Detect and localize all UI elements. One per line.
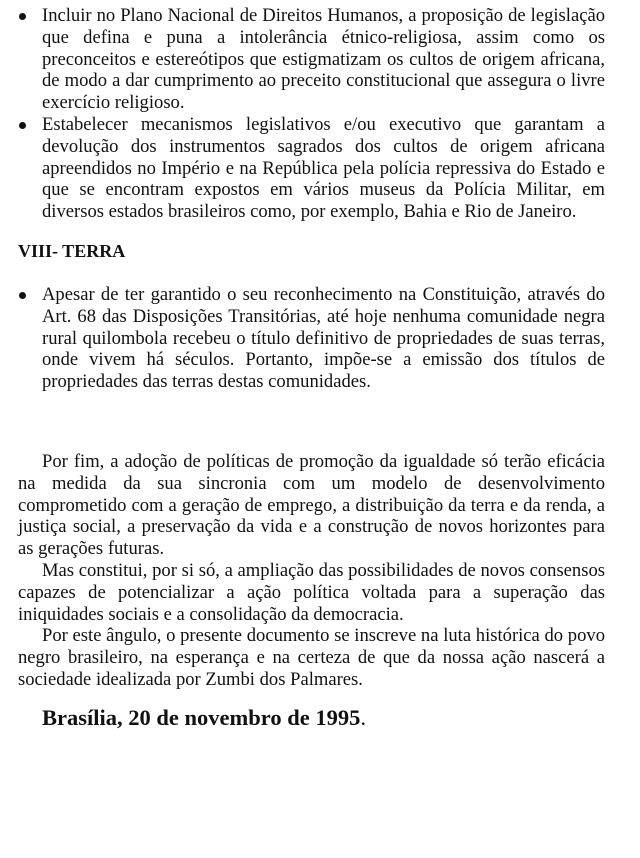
- list-item-text: Apesar de ter garantido o seu reconhecimento na Constituição, através do Art. 68 das Disposições Transitórias, até hoje nenhuma comunidade negra rural quilombola recebeu o título definitivo de propriedades de suas terras, onde vivem há séculos. Portanto, impõe-se a emissão dos títulos de propriedades das terras destas comunidades.: [42, 284, 605, 393]
- bullet-icon: [19, 13, 26, 20]
- signature-place-date: Brasília, 20 de novembro de 1995: [42, 705, 361, 730]
- bullet-icon: [19, 292, 26, 299]
- bullet-icon: [19, 122, 26, 129]
- signature-line: [42, 704, 366, 732]
- list-item: [0, 284, 640, 393]
- list-item: [0, 5, 640, 114]
- list-item-text: Estabelecer mecanismos legislativos e/ou executivo que garantam a devolução dos instrumentos sagrados dos cultos de origem africana apreendidos no Império e na República pela polícia repressiva do Estado e que se encontram expostos em vários museus da Polícia Militar, em diversos estados brasileiros como, por exemplo, Bahia e Rio de Janeiro.: [42, 113, 605, 223]
- paragraph: Por este ângulo, o presente documento se inscreve na luta histórica do povo negro brasileiro, na esperança e na certeza de que da nossa ação nascerá a sociedade idealizada por Zumbi dos Palmares.: [18, 625, 605, 690]
- section-heading: VIII- TERRA: [18, 241, 126, 261]
- list-item-text: Incluir no Plano Nacional de Direitos Humanos, a proposição de legislação que defina e puna a intolerância étnico-religiosa, assim como os preconceitos e estereótipos que estigmatizam os cultos de origem africana, de modo a dar cumprimento ao preceito constitucional que assegura o livre exercício religioso.: [42, 5, 605, 114]
- bullet-list-religious: [0, 5, 640, 223]
- paragraph: Por fim, a adoção de políticas de promoção da igualdade só terão eficácia na medida da sua sincronia com um modelo de desenvolvimento comprometido com a geração de emprego, a distribuição da terra e da renda, a justiça social, a preservação da vida e a construção de novos horizontes para as gerações futuras.: [18, 451, 605, 560]
- bullet-list-land: [0, 284, 640, 393]
- list-item: [0, 114, 640, 223]
- paragraph: Mas constitui, por si só, a ampliação das possibilidades de novos consensos capazes de potencializar a ação política voltada para a superação das iniquidades sociais e a consolidação da democracia.: [18, 559, 605, 625]
- closing-paragraphs: [18, 451, 605, 691]
- signature-period: .: [360, 705, 366, 730]
